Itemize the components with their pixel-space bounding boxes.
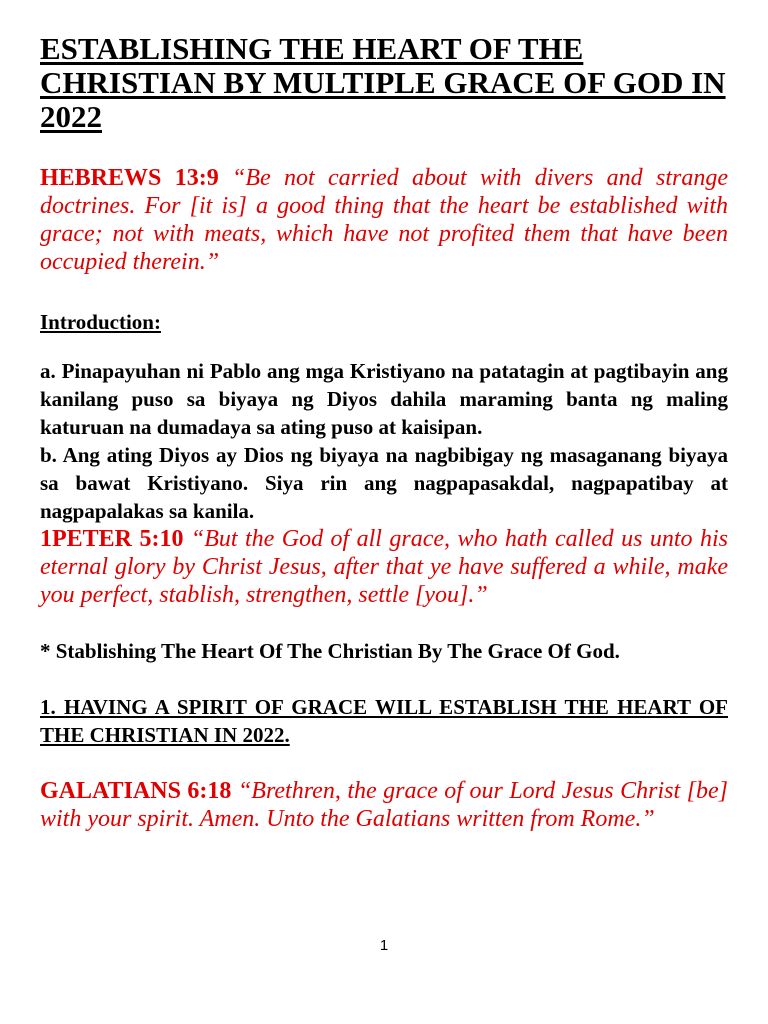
verse-reference: GALATIANS 6:18: [40, 778, 232, 804]
verse-text: “But the God of all grace, who hath called us unto his eternal glory by Christ Jesus, after that ye have suffered a while, make you perfect, stablish, strengthen, settle [you].”: [40, 526, 728, 608]
introduction-heading: Introduction:: [40, 310, 161, 334]
intro-point-a: a. Pinapayuhan ni Pablo ang mga Kristiyano na patatagin at pagtibayin ang kanilang puso sa biyaya ng Diyos dahila maraming banta ng maling katuruan na dumadaya sa ating puso at kaisipan.: [40, 359, 728, 439]
page-number: 1: [379, 937, 389, 954]
verse-reference: HEBREWS 13:9: [40, 165, 219, 191]
document-title: ESTABLISHING THE HEART OF THE CHRISTIAN BY MULTIPLE GRACE OF GOD IN 2022: [40, 31, 726, 134]
point-1-heading: 1. HAVING A SPIRIT OF GRACE WILL ESTABLISH THE HEART OF THE CHRISTIAN IN 2022.: [40, 695, 728, 747]
document-page: [40, 32, 728, 833]
peter-verse: [40, 525, 728, 609]
verse-text: “Be not carried about with divers and strange doctrines. For [it is] a good thing that the heart be established with grace; not with meats, which have not profited them that have been occupied therein.”: [40, 165, 729, 275]
verse-reference: 1PETER 5:10: [40, 526, 184, 552]
hebrews-verse: [40, 164, 728, 276]
stablishing-line: * Stablishing The Heart Of The Christian By The Grace Of God.: [40, 639, 620, 663]
galatians-verse: [40, 777, 728, 833]
verse-text: “Brethren, the grace of our Lord Jesus Christ [be] with your spirit. Amen. Unto the Galatians written from Rome.”: [40, 778, 728, 832]
intro-point-b: b. Ang ating Diyos ay Dios ng biyaya na nagbibigay ng masaganang biyaya sa bawat Kristiyano. Siya rin ang nagpapasakdal, nagpapatibay at nagpapalakas sa kanila.: [40, 443, 728, 523]
